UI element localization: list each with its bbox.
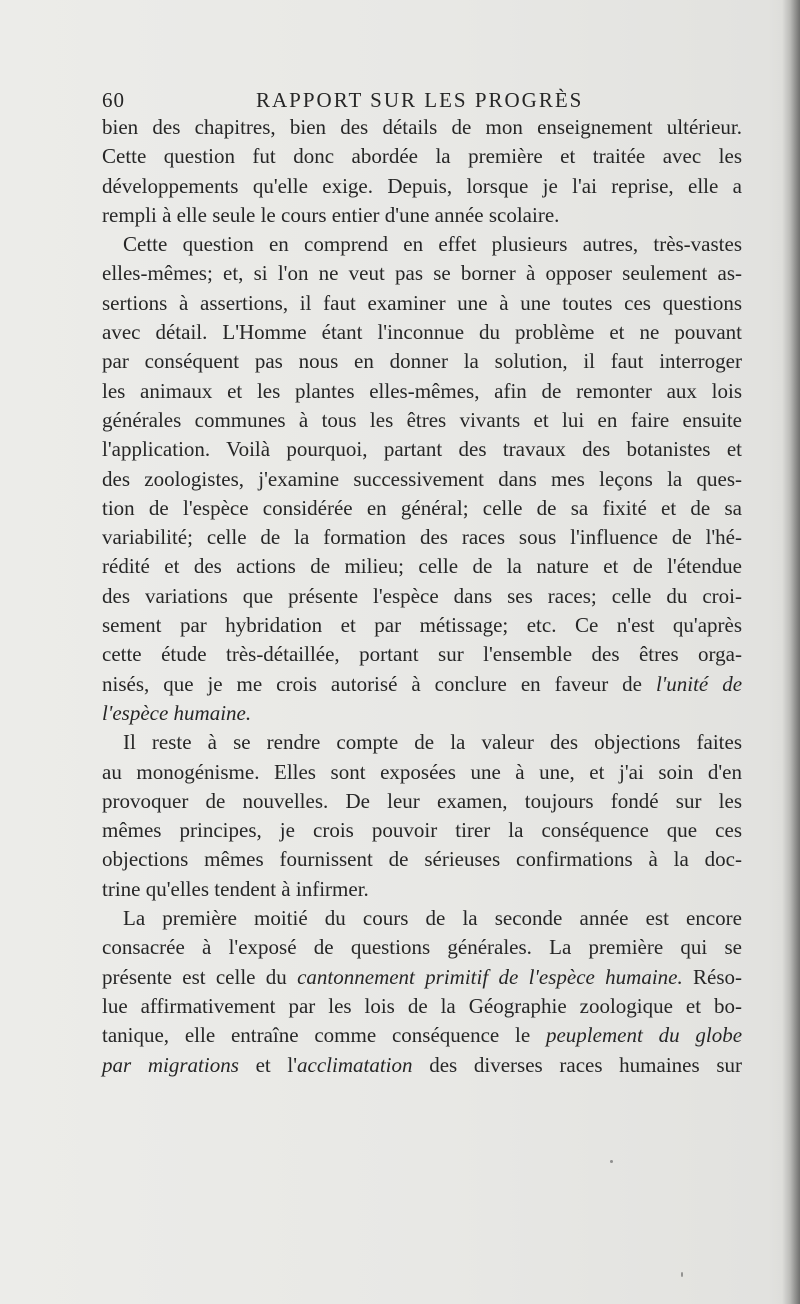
- text-line: générales communes à tous les êtres vivants et lui en faire ensuite: [102, 407, 742, 432]
- text-line: par conséquent pas nous en donner la solution, il faut interroger: [102, 349, 742, 374]
- text-line: Il reste à se rendre compte de la valeur des objections faites: [123, 730, 742, 755]
- italic-phrase: l'unité de: [655, 671, 743, 696]
- text-line: les animaux et les plantes elles-mêmes, afin de remonter aux lois: [102, 378, 742, 403]
- text-line: elles-mêmes; et, si l'on ne veut pas se borner à opposer seulement as-: [102, 261, 742, 286]
- running-head: RAPPORT SUR LES PROGRÈS: [256, 88, 584, 112]
- text-line: mêmes principes, je crois pouvoir tirer la conséquence que ces: [102, 818, 742, 843]
- text-line: cette étude très-détaillée, portant sur l'ensemble des êtres orga-: [102, 642, 742, 667]
- text-line: trine qu'elles tendent à infirmer.: [102, 876, 369, 901]
- text-segment: et l': [255, 1052, 298, 1077]
- paper-speck: [681, 1272, 683, 1277]
- text-line: rédité et des actions de milieu; celle de la nature et de l'étendue: [102, 554, 742, 579]
- text-line: tion de l'espèce considérée en général; celle de sa fixité et de sa: [102, 495, 742, 520]
- italic-phrase: cantonnement primitif de l'espèce humaine.: [297, 964, 683, 989]
- text-line: des zoologistes, j'examine successivement dans mes leçons la ques-: [102, 466, 742, 491]
- text-segment: nisés, que je me crois autorisé à conclure en faveur de: [102, 671, 642, 696]
- text-line: sement par hybridation et par métissage; etc. Ce n'est qu'après: [102, 613, 742, 638]
- page-number: 60: [102, 88, 125, 112]
- text-line: rempli à elle seule le cours entier d'une année scolaire.: [102, 202, 560, 227]
- text-line: consacrée à l'exposé de questions générales. La première qui se: [102, 935, 742, 960]
- text-segment: des diverses races humaines sur: [429, 1052, 743, 1077]
- page-edge-shadow: [782, 0, 800, 1304]
- italic-phrase: l'espèce humaine.: [102, 700, 252, 725]
- page-header: [102, 88, 722, 112]
- text-segment: tanique, elle entraîne comme conséquence le: [102, 1023, 531, 1048]
- text-line: provoquer de nouvelles. De leur examen, toujours fondé sur les: [102, 788, 742, 813]
- italic-phrase: peuplement du globe: [545, 1023, 743, 1048]
- italic-phrase: acclimatation: [297, 1052, 413, 1077]
- text-line: développements qu'elle exige. Depuis, lorsque je l'ai reprise, elle a: [102, 173, 742, 198]
- text-line: [102, 670, 742, 699]
- text-line: La première moitié du cours de la seconde année est encore: [123, 906, 742, 931]
- text-line: [102, 699, 742, 728]
- text-line: [102, 1051, 742, 1080]
- text-line: Cette question fut donc abordée la première et traitée avec les: [102, 144, 742, 169]
- text-line: objections mêmes fournissent de sérieuses confirmations à la doc-: [102, 847, 742, 872]
- text-line: [102, 963, 742, 992]
- text-line: sertions à assertions, il faut examiner une à une toutes ces questions: [102, 290, 742, 315]
- text-line: avec détail. L'Homme étant l'inconnue du problème et ne pouvant: [102, 320, 742, 345]
- text-line: des variations que présente l'espèce dans ses races; celle du croi-: [102, 583, 742, 608]
- text-segment: Réso-: [693, 964, 743, 989]
- text-line: [102, 1021, 742, 1050]
- paper-speck: [610, 1160, 613, 1163]
- body-text: [102, 113, 742, 1080]
- italic-phrase: par migrations: [102, 1052, 239, 1077]
- text-line: bien des chapitres, bien des détails de mon enseignement ultérieur.: [102, 115, 742, 139]
- text-line: variabilité; celle de la formation des races sous l'influence de l'hé-: [102, 525, 742, 550]
- text-line: l'application. Voilà pourquoi, partant des travaux des botanistes et: [102, 437, 742, 462]
- text-line: Cette question en comprend en effet plusieurs autres, très-vastes: [123, 232, 742, 257]
- text-segment: présente est celle du: [102, 964, 287, 989]
- text-line: au monogénisme. Elles sont exposées une à une, et j'ai soin d'en: [102, 759, 742, 784]
- text-line: lue affirmativement par les lois de la Géographie zoologique et bo-: [102, 993, 742, 1018]
